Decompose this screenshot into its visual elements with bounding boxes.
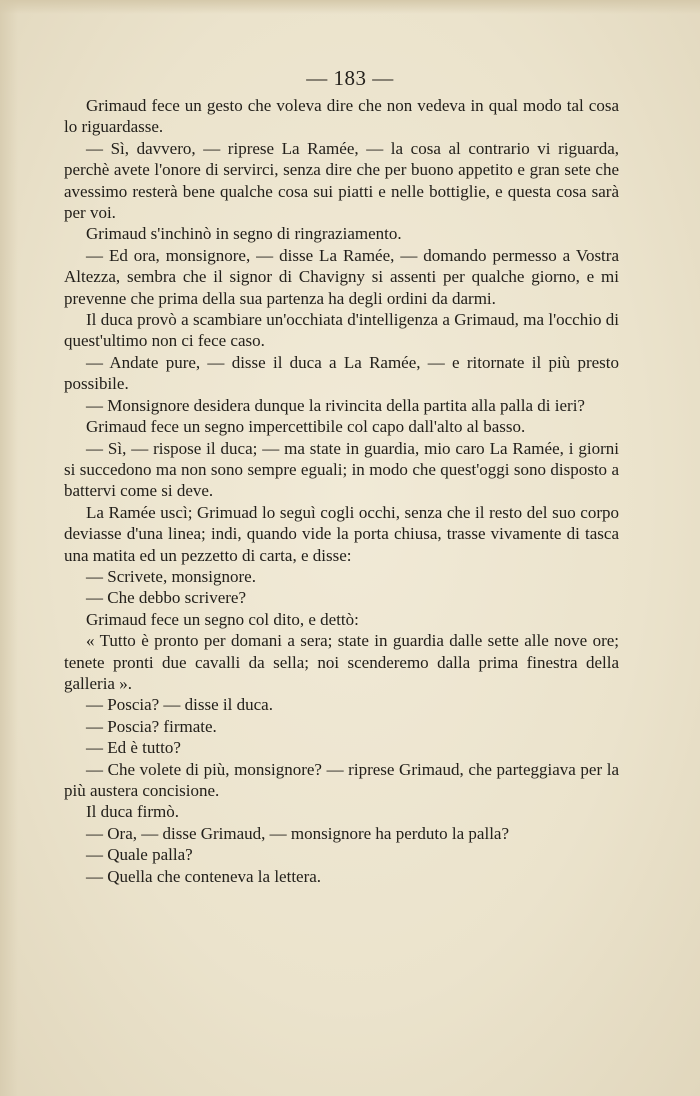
paragraph: Grimaud fece un segno col dito, e dettò: <box>86 609 359 629</box>
paragraph: Grimaud fece un segno impercettibile col capo dall'alto al basso. <box>86 417 526 437</box>
paragraph: — Ora, — disse Grimaud, — monsignore ha perduto la palla? <box>86 823 510 843</box>
paragraph: — Poscia? firmate. <box>86 716 217 736</box>
paragraph: — Quale palla? <box>86 845 193 865</box>
paragraph: — Ed è tutto? <box>86 738 181 758</box>
paragraph: « Tutto è pronto per domani a sera; state in guardia dalle sette alle nove ore; tenete pronti due cavalli da sella; noi scenderemo dalla prima finestra della galleria ». <box>64 631 619 693</box>
page-top-shadow <box>0 0 700 14</box>
paragraph: Grimaud fece un gesto che voleva dire che non vedeva in qual modo tal cosa lo riguardasse. <box>64 96 619 137</box>
paragraph: — Andate pure, — disse il duca a La Ramée, — e ritornate il più presto possibile. <box>64 352 619 394</box>
body-text <box>64 95 619 887</box>
paragraph: — Monsignore desidera dunque la rivincita della partita alla palla di ieri? <box>86 395 585 415</box>
paragraph: La Ramée uscì; Grimuad lo seguì cogli occhi, senza che il resto del suo corpo deviasse d'una linea; indi, quando vide la porta chiusa, trasse vivamente di tasca una matita ed un pezzetto di carta, e disse: <box>64 502 619 565</box>
paragraph: — Sì, — rispose il duca; — ma state in guardia, mio caro La Ramée, i giorni si succedono ma non sono sempre eguali; in modo che quest'oggi sono disposto a battervi come si deve. <box>64 438 619 501</box>
paragraph: — Quella che conteneva la lettera. <box>86 866 322 886</box>
paragraph: — Scrivete, monsignore. <box>86 566 256 586</box>
paragraph: Grimaud s'inchinò in segno di ringraziamento. <box>86 224 402 244</box>
paragraph: Il duca firmò. <box>86 802 179 822</box>
paragraph: Il duca provò a scambiare un'occhiata d'intelligenza a Grimaud, ma l'occhio di quest'ultimo non ci fece caso. <box>64 310 619 351</box>
page-number: — 183 — <box>306 66 394 90</box>
paragraph: — Poscia? — disse il duca. <box>86 695 273 715</box>
page-edge-shadow <box>0 0 18 1096</box>
paragraph: — Sì, davvero, — riprese La Ramée, — la cosa al contrario vi riguarda, perchè avete l'onore di servirci, senza dire che per buono appetito e gran sete che avessimo resterà bene qualche cosa sui piatti e nelle bottiglie, e questa cosa sarà per voi. <box>64 138 619 223</box>
paragraph: — Che volete di più, monsignore? — riprese Grimaud, che parteggiava per la più austera concisione. <box>64 759 619 800</box>
paragraph: — Ed ora, monsignore, — disse La Ramée, — domando permesso a Vostra Altezza, sembra che il signor di Chavigny si assenti per qualche giorno, e mi prevenne che prima della sua partenza ha degli ordini da darmi. <box>64 245 619 308</box>
paragraph: — Che debbo scrivere? <box>86 588 247 608</box>
